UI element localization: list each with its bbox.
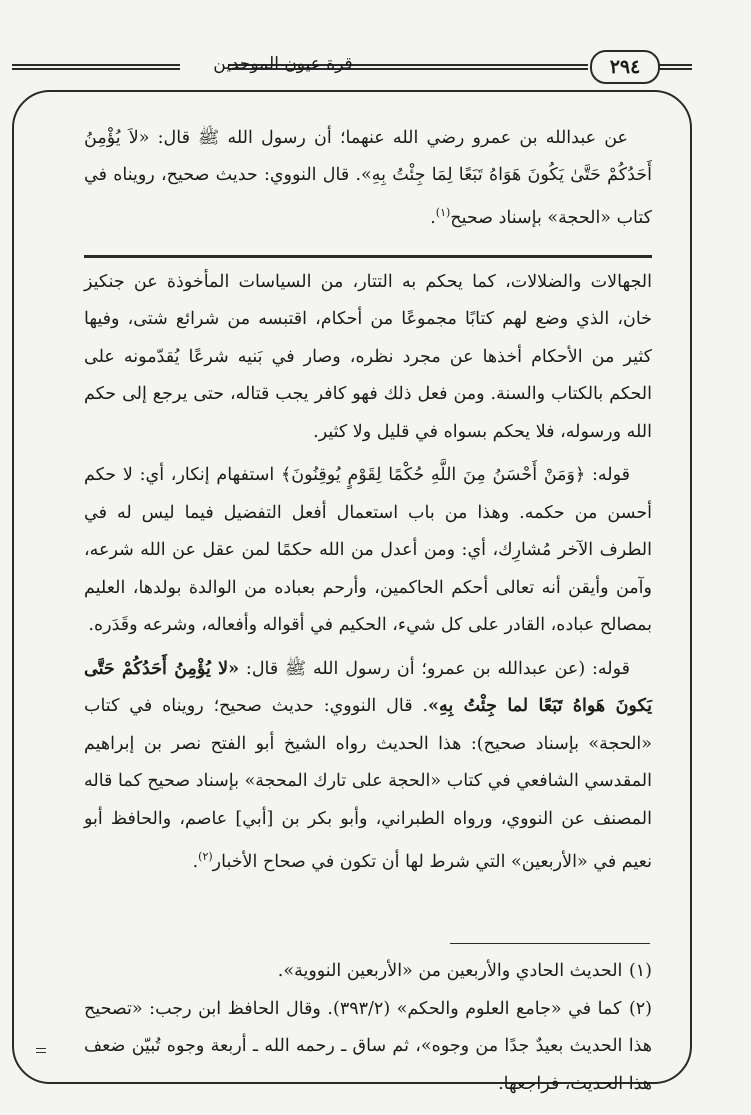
- footnote-separator: [450, 943, 650, 944]
- commentary-para-2: قوله: ﴿وَمَنْ أَحْسَنُ مِنَ اللَّهِ حُكْمًا لِقَوْمٍ يُوقِنُونَ﴾ استفهام إنكار، أي: لا حكم أحسن من حكمه. وهذا من باب استعمال أفعل التفضيل فيما ليس له في الطرف الآخر مُشارِك، أي: ومن أعدل من الله حكمًا لمن عقل عن الله شرعه، وآمن وأيقن أنه تعالى أحكم الحاكمين، وأرحم بعباده من الوالدة بولدها، العليم بمصالح عباده، القادر على كل شيء، الحكيم في أقواله وأفعاله، وشرعه وقَدَره.: [84, 465, 652, 636]
- footnote-text: الحديث الحادي والأربعين من «الأربعين النووية».: [277, 961, 623, 981]
- footnote-number: (٢): [628, 998, 652, 1019]
- footnotes: [84, 953, 652, 1103]
- margin-mark: [36, 1048, 46, 1053]
- para3-intro: قوله: (عن عبدالله بن عمرو؛ أن رسول الله ﷺ قال:: [239, 658, 630, 679]
- footnote-ref-2[interactable]: (٢): [198, 850, 213, 864]
- page-number-badge: ٢٩٤: [590, 50, 660, 84]
- header-rule-left: [12, 64, 180, 70]
- commentary-para-3: قوله: (عن عبدالله بن عمرو؛ أن رسول الله ﷺ قال: «لا يُؤْمِنُ أَحَدُكُمْ حَتَّى يَكونَ هَواهُ تَبَعًا لما جِئْتُ بِهِ». قال النووي: حديث صحيح؛ رويناه في كتاب «الحجة» بإسناد صحيح): هذا الحديث رواه الشيخ أبو الفتح نصر بن إبراهيم المقدسي الشافعي في كتاب «الحجة على تارك المحجة» بإسناد صحيح كما قاله المصنف عن النووي، ورواه الطبراني، وأبو بكر بن [أبي] عاصم، والحافظ أبو نعيم في «الأربعين» التي شرط لها أن تكون في صحاح الأخبار$^{(٢)}$.: [84, 658, 652, 873]
- page-header: [12, 44, 692, 88]
- footnote-text: كما في «جامع العلوم والحكم» (٣٩٣/٢). وقال الحافظ ابن رجب: «تصحيح هذا الحديث بعيدٌ جدًا من وجوه»، ثم ساق ـ رحمه الله ـ أربعة وجوه تُبيّن ضعف هذا الحديث، فراجعها.: [84, 998, 652, 1094]
- main-text: [84, 120, 652, 882]
- commentary-para-1: الجهالات والضلالات، كما يحكم به التتار، من السياسات المأخوذة عن جنكيز خان، الذي وضع لهم كتابًا مجموعًا من أحكام، اقتبسه من شرائع شتى، وفيها كثير من الأحكام أخذها عن مجرد نظره، وصار في بَنيه شرعًا يُقدّمونه على الحكم بالكتاب والسنة. ومن فعل ذلك فهو كافر يجب قتاله، حتى يرجع إلى حكم الله ورسوله، فلا يحكم بسواه في قليل ولا كثير.: [84, 271, 652, 442]
- hadith-text: عن عبدالله بن عمرو رضي الله عنهما؛ أن رسول الله ﷺ قال: «لاَ يُؤْمِنُ أَحَدُكُمْ حَتَّىٰ يَكُونَ هَوَاهُ تَبَعًا لِمَا جِئْتُ بِهِ». قال النووي: حديث صحيح، رويناه في كتاب «الحجة» بإسناد صحيح: [84, 128, 652, 228]
- book-title: قرة عيون الموحدين: [213, 54, 353, 74]
- para3-rest: . قال النووي: حديث صحيح؛ رويناه في كتاب «الحجة» بإسناد صحيح): هذا الحديث رواه الشيخ أبو الفتح نصر بن إبراهيم المقدسي الشافعي في كتاب «الحجة على تارك المحجة» بإسناد صحيح كما قاله المصنف عن النووي، ورواه الطبراني، وأبو بكر بن [أبي] عاصم، والحافظ أبو نعيم في «الأربعين» التي شرط لها أن تكون في صحاح الأخبار: [84, 696, 652, 873]
- header-rule-right: [658, 64, 692, 70]
- hadith-block: عن عبدالله بن عمرو رضي الله عنهما؛ أن رسول الله ﷺ قال: «لاَ يُؤْمِنُ أَحَدُكُمْ حَتَّىٰ يَكُونَ هَوَاهُ تَبَعًا لِمَا جِئْتُ بِهِ». قال النووي: حديث صحيح، رويناه في كتاب «الحجة» بإسناد صحيح$^{(١)}$.: [84, 128, 652, 228]
- footnote-1: [84, 953, 652, 991]
- footnote-ref-1[interactable]: (١): [435, 206, 451, 219]
- para3-hadith-bold: «لا يُؤْمِنُ أَحَدُكُمْ حَتَّى يَكونَ هَواهُ تَبَعًا لما جِئْتُ بِهِ»: [84, 658, 652, 717]
- footnote-number: (١): [628, 961, 652, 981]
- footnote-2: [84, 991, 652, 1104]
- section-divider: [84, 255, 652, 258]
